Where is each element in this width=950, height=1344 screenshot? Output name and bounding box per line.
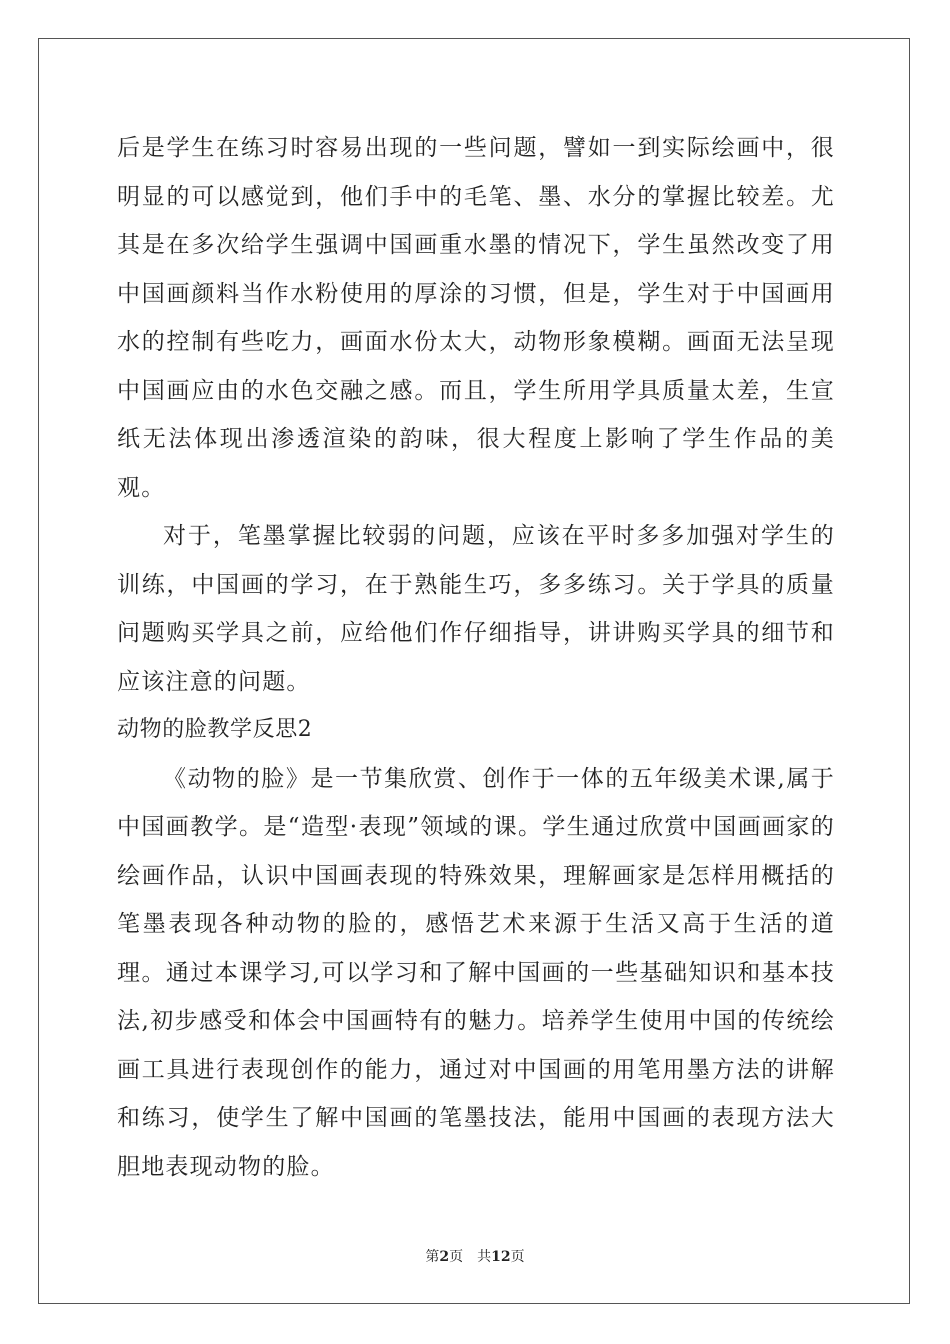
paragraph-lesson-intro: 《动物的脸》是一节集欣赏、创作于一体的五年级美术课,属于中国画教学。是“造型·表现”领域的课。学生通过欣赏中国画画家的绘画作品，认识中国画表现的特殊效果，理解画家是怎样用概括的笔墨表现各种动物的脸的，感悟艺术来源于生活又高于生活的道理。通过本课学习,可以学习和了解中国画的一些基础知识和基本技法,初步感受和体会中国画特有的魅力。培养学生使用中国的传统绘画工具进行表现创作的能力，通过对中国画的用笔用墨方法的讲解和练习，使学生了解中国画的笔墨技法，能用中国画的表现方法大胆地表现动物的脸。	[117, 765, 835, 1180]
page-number-prefix: 第	[425, 1249, 440, 1265]
total-page-count: 12	[491, 1249, 511, 1265]
total-pages-prefix: 共	[477, 1249, 492, 1265]
total-pages-suffix: 页	[510, 1249, 525, 1265]
current-page-number: 2	[439, 1249, 450, 1265]
page-number-suffix: 页	[449, 1249, 464, 1265]
document-body	[117, 124, 835, 1191]
section-heading: 动物的脸教学反思2	[117, 717, 313, 742]
paragraph-continuation: 后是学生在练习时容易出现的一些问题，譬如一到实际绘画中，很明显的可以感觉到，他们手中的毛笔、墨、水分的掌握比较差。尤其是在多次给学生强调中国画重水墨的情况下，学生虽然改变了用中国画颜料当作水粉使用的厚涂的习惯，但是，学生对于中国画用水的控制有些吃力，画面水份太大，动物形象模糊。画面无法呈现中国画应由的水色交融之感。而且，学生所用学具质量太差，生宣纸无法体现出渗透渲染的韵味，很大程度上影响了学生作品的美观。	[117, 135, 835, 501]
page-footer	[0, 1246, 950, 1266]
paragraph-solution: 对于，笔墨掌握比较弱的问题，应该在平时多多加强对学生的训练，中国画的学习，在于熟能生巧，多多练习。关于学具的质量问题购买学具之前，应给他们作仔细指导，讲讲购买学具的细节和应该注意的问题。	[117, 523, 835, 695]
